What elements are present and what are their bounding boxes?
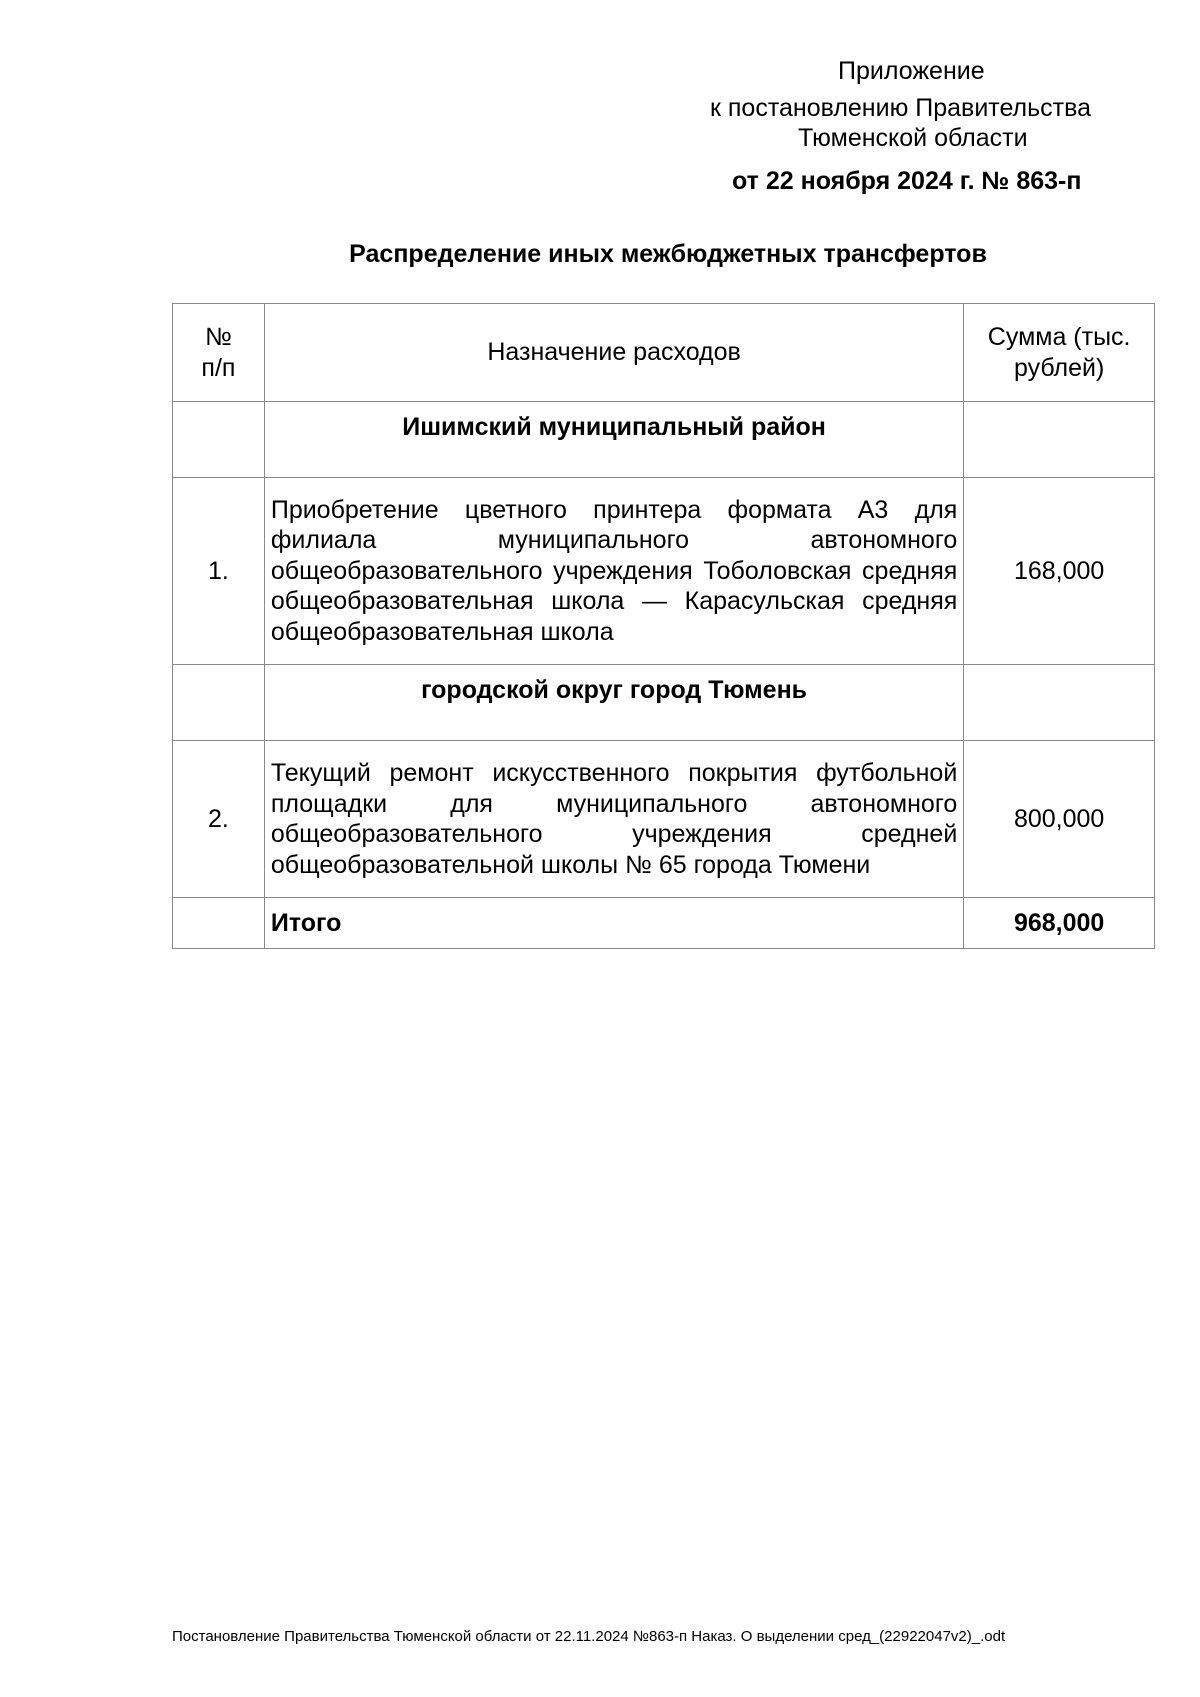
appendix-line-1: Приложение: [838, 57, 985, 85]
header-sum: Сумма (тыс. рублей): [964, 304, 1155, 402]
item-1-sum: 168,000: [964, 478, 1155, 665]
table-header-row: [173, 304, 1155, 402]
appendix-decree-date: от 22 ноября 2024 г. № 863-п: [732, 167, 1082, 195]
header-num: [173, 304, 265, 402]
item-2-purpose: Текущий ремонт искусственного покрытия футбольной площадки для муниципального автономного общеобразовательного учреждения средней общеобразовательной школы № 65 города Тюмени: [264, 741, 963, 898]
total-label: Итого: [264, 898, 963, 949]
region-1-num-cell: [173, 402, 265, 478]
item-1-purpose: Приобретение цветного принтера формата А3 для филиала муниципального автономного общеобразовательного учреждения Тоболовская средняя общеобразовательная школа — Карасульская средняя общеобразовательная школа: [264, 478, 963, 665]
table-row: [173, 478, 1155, 665]
table-row-region-2: [173, 665, 1155, 741]
item-2-sum: 800,000: [964, 741, 1155, 898]
region-2-num-cell: [173, 665, 265, 741]
document-title: Распределение иных межбюджетных трансфертов: [349, 240, 987, 268]
appendix-line-2: к постановлению Правительства: [710, 94, 1092, 122]
region-1-sum-cell: [964, 402, 1155, 478]
header-num-label: № п/п: [201, 323, 236, 382]
appendix-line-3: Тюменской области: [798, 124, 1028, 152]
table-row: [173, 741, 1155, 898]
item-1-num: 1.: [173, 478, 265, 665]
table-row-region-1: [173, 402, 1155, 478]
total-sum: 968,000: [964, 898, 1155, 949]
region-1-name: Ишимский муниципальный район: [264, 402, 963, 478]
item-2-num: 2.: [173, 741, 265, 898]
region-2-sum-cell: [964, 665, 1155, 741]
document-footer: Постановление Правительства Тюменской области от 22.11.2024 №863-п Наказ. О выделении сред_(22922047v2)_.odt: [172, 1628, 1006, 1645]
total-num-cell: [173, 898, 265, 949]
region-2-name: городской округ город Тюмень: [264, 665, 963, 741]
table-row-total: [173, 898, 1155, 949]
header-purpose: Назначение расходов: [264, 304, 963, 402]
transfers-table: [172, 303, 1155, 949]
